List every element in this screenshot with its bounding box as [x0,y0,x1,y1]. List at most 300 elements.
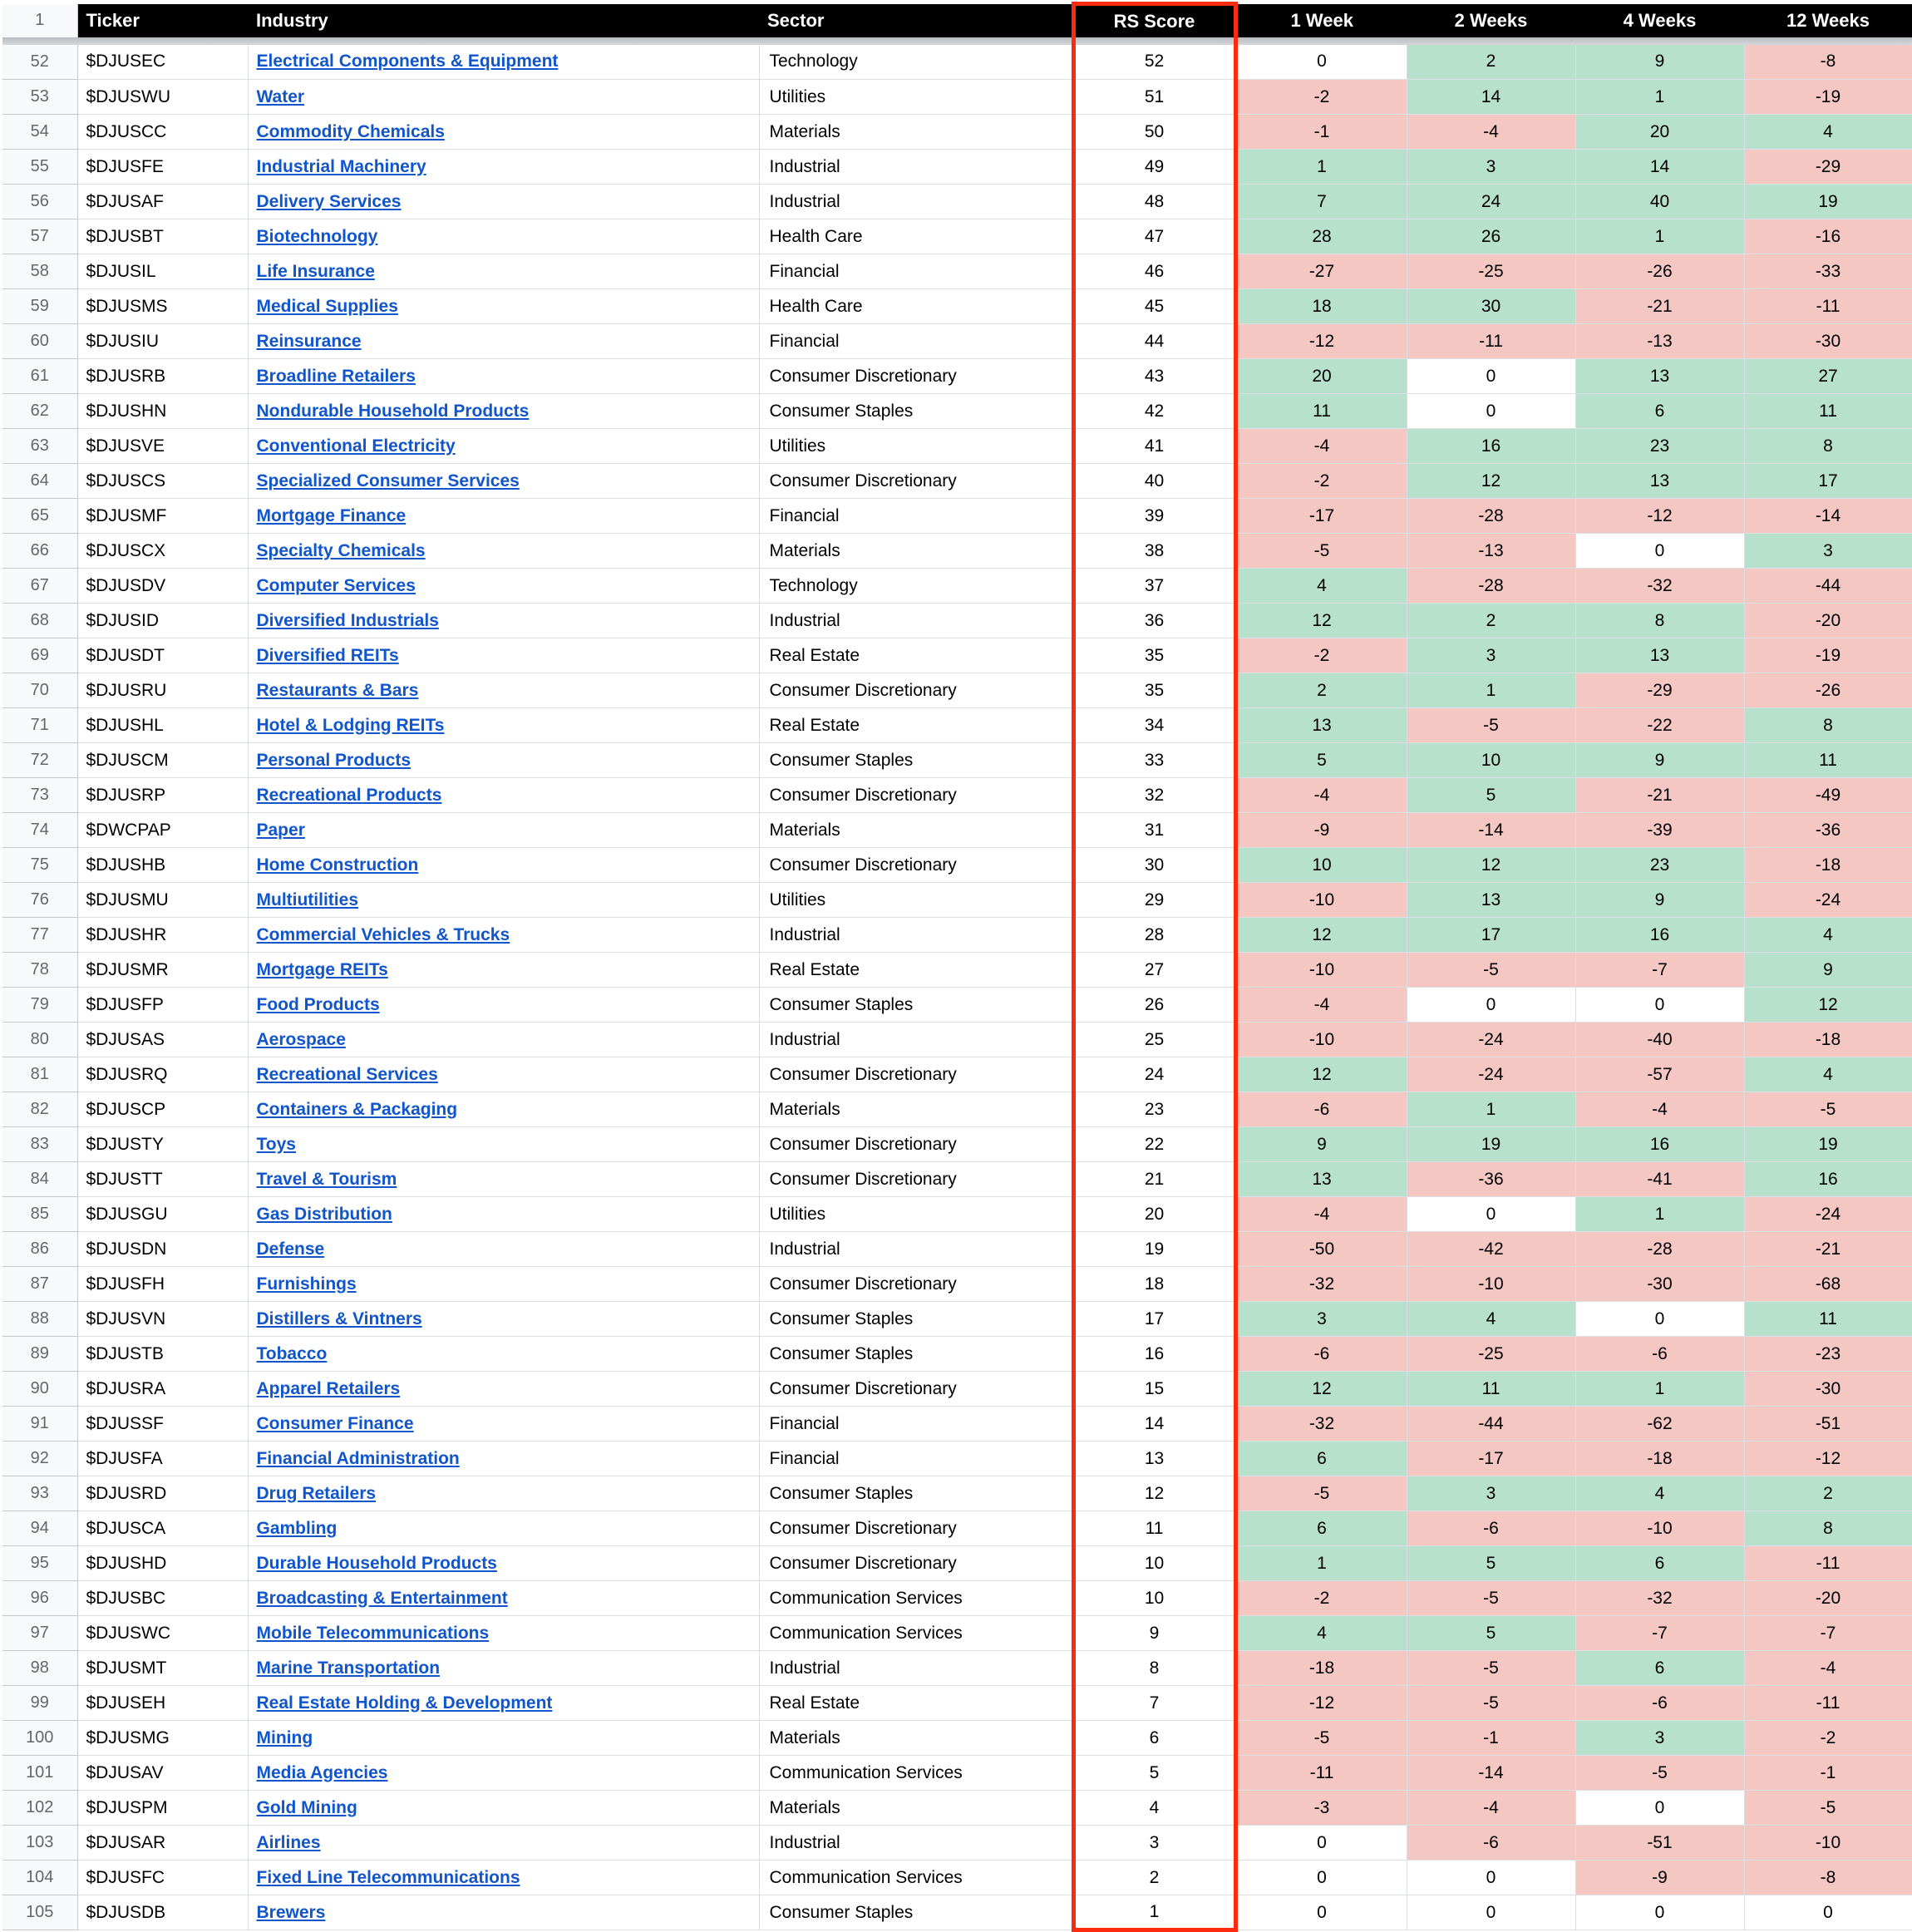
sector-cell[interactable]: Materials [759,1721,1073,1756]
industry-cell[interactable] [248,1756,759,1791]
week2-cell[interactable]: 5 [1407,778,1575,813]
row-number[interactable]: 58 [2,254,77,289]
week12-cell[interactable]: -49 [1744,778,1912,813]
industry-link[interactable]: Brewers [256,1902,326,1922]
week12-cell[interactable]: -5 [1744,1092,1912,1127]
ticker-cell[interactable]: $DJUSRQ [77,1057,248,1092]
industry-cell[interactable] [248,359,759,394]
industry-cell[interactable] [248,80,759,115]
week1-cell[interactable]: 3 [1235,1302,1407,1337]
week12-cell[interactable]: 8 [1744,429,1912,464]
column-header-2-weeks[interactable]: 2 Weeks [1407,4,1575,37]
week4-cell[interactable]: 0 [1575,1895,1744,1930]
row-number[interactable]: 62 [2,394,77,429]
ticker-cell[interactable]: $DJUSFA [77,1442,248,1476]
ticker-cell[interactable]: $DJUSGU [77,1197,248,1232]
sector-cell[interactable]: Consumer Discretionary [759,1162,1073,1197]
week2-cell[interactable]: -13 [1407,534,1575,569]
rs-score-cell[interactable]: 2 [1073,1861,1235,1895]
week12-cell[interactable]: -7 [1744,1616,1912,1651]
week2-cell[interactable]: -25 [1407,254,1575,289]
industry-link[interactable]: Financial Administration [256,1448,460,1468]
industry-link[interactable]: Biotechnology [256,226,378,246]
sector-cell[interactable]: Consumer Staples [759,1302,1073,1337]
week4-cell[interactable]: 1 [1575,80,1744,115]
week2-cell[interactable]: 5 [1407,1616,1575,1651]
week4-cell[interactable]: 3 [1575,1721,1744,1756]
industry-link[interactable]: Broadcasting & Entertainment [256,1588,508,1608]
rs-score-cell[interactable]: 27 [1073,953,1235,988]
rs-score-cell[interactable]: 28 [1073,918,1235,953]
sector-cell[interactable]: Financial [759,254,1073,289]
rs-score-cell[interactable]: 35 [1073,673,1235,708]
week2-cell[interactable]: -28 [1407,569,1575,604]
sector-cell[interactable]: Real Estate [759,1686,1073,1721]
ticker-cell[interactable]: $DJUSHR [77,918,248,953]
rs-score-cell[interactable]: 11 [1073,1511,1235,1546]
rs-score-cell[interactable]: 33 [1073,743,1235,778]
week12-cell[interactable]: -11 [1744,289,1912,324]
week2-cell[interactable]: 0 [1407,359,1575,394]
row-number[interactable]: 56 [2,185,77,219]
week1-cell[interactable]: -4 [1235,1197,1407,1232]
rs-score-cell[interactable]: 41 [1073,429,1235,464]
sector-cell[interactable]: Utilities [759,1197,1073,1232]
row-number[interactable]: 68 [2,604,77,638]
week12-cell[interactable]: -8 [1744,1861,1912,1895]
sector-cell[interactable]: Consumer Staples [759,988,1073,1023]
week12-cell[interactable]: -44 [1744,569,1912,604]
sector-cell[interactable]: Financial [759,499,1073,534]
week12-cell[interactable]: 19 [1744,1127,1912,1162]
row-number[interactable]: 104 [2,1861,77,1895]
week2-cell[interactable]: 3 [1407,150,1575,185]
rs-score-cell[interactable]: 12 [1073,1476,1235,1511]
week12-cell[interactable]: 16 [1744,1162,1912,1197]
industry-cell[interactable] [248,569,759,604]
week2-cell[interactable]: 0 [1407,1197,1575,1232]
week12-cell[interactable]: -24 [1744,883,1912,918]
sector-cell[interactable]: Consumer Discretionary [759,848,1073,883]
row-number[interactable]: 63 [2,429,77,464]
rs-score-cell[interactable]: 19 [1073,1232,1235,1267]
week12-cell[interactable]: 11 [1744,394,1912,429]
industry-link[interactable]: Reinsurance [256,331,362,351]
week1-cell[interactable]: -5 [1235,1721,1407,1756]
industry-link[interactable]: Hotel & Lodging REITs [256,715,445,735]
rs-score-cell[interactable]: 21 [1073,1162,1235,1197]
week2-cell[interactable]: -44 [1407,1407,1575,1442]
rs-score-cell[interactable]: 32 [1073,778,1235,813]
industry-cell[interactable] [248,1721,759,1756]
week2-cell[interactable]: 30 [1407,289,1575,324]
ticker-cell[interactable]: $DJUSCM [77,743,248,778]
sector-cell[interactable]: Communication Services [759,1756,1073,1791]
week12-cell[interactable]: 11 [1744,743,1912,778]
row-number[interactable]: 74 [2,813,77,848]
ticker-cell[interactable]: $DJUSEH [77,1686,248,1721]
week4-cell[interactable]: 9 [1575,743,1744,778]
row-number[interactable]: 53 [2,80,77,115]
week1-cell[interactable]: 0 [1235,1861,1407,1895]
week1-cell[interactable]: -12 [1235,1686,1407,1721]
ticker-cell[interactable]: $DJUSMS [77,289,248,324]
week2-cell[interactable]: 10 [1407,743,1575,778]
week2-cell[interactable]: 0 [1407,1861,1575,1895]
industry-cell[interactable] [248,1546,759,1581]
week2-cell[interactable]: 2 [1407,45,1575,80]
rs-score-cell[interactable]: 52 [1073,45,1235,80]
row-number[interactable]: 66 [2,534,77,569]
week4-cell[interactable]: -28 [1575,1232,1744,1267]
sector-cell[interactable]: Health Care [759,289,1073,324]
week2-cell[interactable]: 14 [1407,80,1575,115]
industry-cell[interactable] [248,534,759,569]
rs-score-cell[interactable]: 34 [1073,708,1235,743]
industry-cell[interactable] [248,1023,759,1057]
row-number[interactable]: 90 [2,1372,77,1407]
ticker-cell[interactable]: $DJUSFC [77,1861,248,1895]
sector-cell[interactable]: Utilities [759,883,1073,918]
ticker-cell[interactable]: $DJUSDV [77,569,248,604]
week12-cell[interactable]: 4 [1744,918,1912,953]
week4-cell[interactable]: -40 [1575,1023,1744,1057]
industry-link[interactable]: Furnishings [256,1274,357,1294]
week12-cell[interactable]: 8 [1744,1511,1912,1546]
row-number[interactable]: 69 [2,638,77,673]
week1-cell[interactable]: 13 [1235,708,1407,743]
week1-cell[interactable]: -1 [1235,115,1407,150]
week2-cell[interactable]: 0 [1407,394,1575,429]
ticker-cell[interactable]: $DJUSWU [77,80,248,115]
rs-score-cell[interactable]: 50 [1073,115,1235,150]
week1-cell[interactable]: 18 [1235,289,1407,324]
week12-cell[interactable]: 0 [1744,1895,1912,1930]
row-number[interactable]: 76 [2,883,77,918]
row-number[interactable]: 99 [2,1686,77,1721]
ticker-cell[interactable]: $DJUSVN [77,1302,248,1337]
rs-score-cell[interactable]: 15 [1073,1372,1235,1407]
industry-link[interactable]: Restaurants & Bars [256,680,419,700]
week1-cell[interactable]: 6 [1235,1511,1407,1546]
row-number[interactable]: 87 [2,1267,77,1302]
industry-link[interactable]: Diversified REITs [256,645,399,665]
week4-cell[interactable]: 13 [1575,359,1744,394]
week1-cell[interactable]: 12 [1235,918,1407,953]
industry-link[interactable]: Drug Retailers [256,1483,377,1503]
sector-cell[interactable]: Health Care [759,219,1073,254]
week2-cell[interactable]: 2 [1407,604,1575,638]
week12-cell[interactable]: 8 [1744,708,1912,743]
industry-link[interactable]: Nondurable Household Products [256,401,530,421]
ticker-cell[interactable]: $DJUSRA [77,1372,248,1407]
industry-cell[interactable] [248,1616,759,1651]
industry-cell[interactable] [248,604,759,638]
ticker-cell[interactable]: $DJUSCP [77,1092,248,1127]
week1-cell[interactable]: -27 [1235,254,1407,289]
week1-cell[interactable]: 1 [1235,1546,1407,1581]
week2-cell[interactable]: -24 [1407,1057,1575,1092]
industry-cell[interactable] [248,1791,759,1826]
sector-cell[interactable]: Communication Services [759,1581,1073,1616]
week4-cell[interactable]: -29 [1575,673,1744,708]
ticker-cell[interactable]: $DJUSFE [77,150,248,185]
industry-cell[interactable] [248,1267,759,1302]
industry-link[interactable]: Durable Household Products [256,1553,497,1573]
industry-link[interactable]: Medical Supplies [256,296,398,316]
industry-link[interactable]: Home Construction [256,855,419,875]
week12-cell[interactable]: -23 [1744,1337,1912,1372]
week12-cell[interactable]: -51 [1744,1407,1912,1442]
ticker-cell[interactable]: $DJUSCC [77,115,248,150]
week1-cell[interactable]: -50 [1235,1232,1407,1267]
week4-cell[interactable]: -5 [1575,1756,1744,1791]
rs-score-cell[interactable]: 48 [1073,185,1235,219]
sector-cell[interactable]: Industrial [759,918,1073,953]
industry-cell[interactable] [248,464,759,499]
week4-cell[interactable]: 13 [1575,464,1744,499]
industry-cell[interactable] [248,1057,759,1092]
week2-cell[interactable]: 19 [1407,1127,1575,1162]
week1-cell[interactable]: -2 [1235,80,1407,115]
sector-cell[interactable]: Materials [759,1791,1073,1826]
week12-cell[interactable]: 9 [1744,953,1912,988]
industry-link[interactable]: Broadline Retailers [256,366,416,386]
ticker-cell[interactable]: $DJUSMG [77,1721,248,1756]
week12-cell[interactable]: 11 [1744,1302,1912,1337]
week4-cell[interactable]: 0 [1575,534,1744,569]
rs-score-cell[interactable]: 40 [1073,464,1235,499]
week4-cell[interactable]: 0 [1575,1791,1744,1826]
row-number[interactable]: 92 [2,1442,77,1476]
week4-cell[interactable]: -32 [1575,1581,1744,1616]
industry-link[interactable]: Gold Mining [256,1797,357,1817]
week4-cell[interactable]: 20 [1575,115,1744,150]
week4-cell[interactable]: 6 [1575,394,1744,429]
industry-link[interactable]: Specialty Chemicals [256,540,426,560]
week4-cell[interactable]: -39 [1575,813,1744,848]
week1-cell[interactable]: -17 [1235,499,1407,534]
industry-cell[interactable] [248,1197,759,1232]
week1-cell[interactable]: 13 [1235,1162,1407,1197]
row-number[interactable]: 81 [2,1057,77,1092]
industry-cell[interactable] [248,1581,759,1616]
industry-cell[interactable] [248,1162,759,1197]
industry-cell[interactable] [248,813,759,848]
ticker-cell[interactable]: $DJUSEC [77,45,248,80]
week12-cell[interactable]: -12 [1744,1442,1912,1476]
rs-score-cell[interactable]: 24 [1073,1057,1235,1092]
week4-cell[interactable]: -10 [1575,1511,1744,1546]
week1-cell[interactable]: 9 [1235,1127,1407,1162]
industry-link[interactable]: Apparel Retailers [256,1378,401,1398]
industry-cell[interactable] [248,1407,759,1442]
industry-cell[interactable] [248,953,759,988]
week4-cell[interactable]: 0 [1575,1302,1744,1337]
week12-cell[interactable]: 19 [1744,185,1912,219]
ticker-cell[interactable]: $DJUSHB [77,848,248,883]
week2-cell[interactable]: 24 [1407,185,1575,219]
ticker-cell[interactable]: $DJUSWC [77,1616,248,1651]
week12-cell[interactable]: -11 [1744,1546,1912,1581]
industry-link[interactable]: Delivery Services [256,191,402,211]
week2-cell[interactable]: -25 [1407,1337,1575,1372]
ticker-cell[interactable]: $DWCPAP [77,813,248,848]
rs-score-cell[interactable]: 51 [1073,80,1235,115]
week2-cell[interactable]: 26 [1407,219,1575,254]
week12-cell[interactable]: 4 [1744,1057,1912,1092]
industry-cell[interactable] [248,1127,759,1162]
ticker-cell[interactable]: $DJUSDT [77,638,248,673]
ticker-cell[interactable]: $DJUSFP [77,988,248,1023]
week12-cell[interactable]: -18 [1744,1023,1912,1057]
row-number[interactable]: 60 [2,324,77,359]
rs-score-cell[interactable]: 47 [1073,219,1235,254]
industry-link[interactable]: Specialized Consumer Services [256,471,520,490]
industry-cell[interactable] [248,1372,759,1407]
sector-cell[interactable]: Industrial [759,185,1073,219]
week12-cell[interactable]: -14 [1744,499,1912,534]
row-number[interactable]: 100 [2,1721,77,1756]
industry-link[interactable]: Aerospace [256,1029,346,1049]
week2-cell[interactable]: -42 [1407,1232,1575,1267]
row-number[interactable]: 73 [2,778,77,813]
sector-cell[interactable]: Consumer Discretionary [759,359,1073,394]
row-number[interactable]: 79 [2,988,77,1023]
week12-cell[interactable]: -21 [1744,1232,1912,1267]
week4-cell[interactable]: 14 [1575,150,1744,185]
industry-cell[interactable] [248,1686,759,1721]
row-number[interactable]: 71 [2,708,77,743]
industry-cell[interactable] [248,1442,759,1476]
industry-link[interactable]: Multiutilities [256,890,358,909]
week2-cell[interactable]: 12 [1407,848,1575,883]
week2-cell[interactable]: -14 [1407,1756,1575,1791]
sector-cell[interactable]: Consumer Discretionary [759,1127,1073,1162]
industry-link[interactable]: Mortgage REITs [256,959,388,979]
week4-cell[interactable]: -13 [1575,324,1744,359]
industry-cell[interactable] [248,1651,759,1686]
week12-cell[interactable]: 2 [1744,1476,1912,1511]
rs-score-cell[interactable]: 8 [1073,1651,1235,1686]
industry-link[interactable]: Electrical Components & Equipment [256,52,559,71]
industry-link[interactable]: Media Agencies [256,1762,388,1782]
week12-cell[interactable]: -5 [1744,1791,1912,1826]
week4-cell[interactable]: 16 [1575,1127,1744,1162]
industry-link[interactable]: Real Estate Holding & Development [256,1693,553,1713]
week1-cell[interactable]: 5 [1235,743,1407,778]
rs-score-cell[interactable]: 1 [1073,1895,1235,1930]
rs-score-cell[interactable]: 22 [1073,1127,1235,1162]
week1-cell[interactable]: -10 [1235,953,1407,988]
row-number[interactable]: 65 [2,499,77,534]
ticker-cell[interactable]: $DJUSAR [77,1826,248,1861]
industry-cell[interactable] [248,219,759,254]
industry-link[interactable]: Fixed Line Telecommunications [256,1867,520,1887]
row-number[interactable]: 91 [2,1407,77,1442]
industry-cell[interactable] [248,185,759,219]
industry-cell[interactable] [248,429,759,464]
rs-score-cell[interactable]: 17 [1073,1302,1235,1337]
week4-cell[interactable]: -32 [1575,569,1744,604]
week4-cell[interactable]: 40 [1575,185,1744,219]
industry-link[interactable]: Defense [256,1239,325,1259]
rs-score-cell[interactable]: 30 [1073,848,1235,883]
ticker-cell[interactable]: $DJUSCX [77,534,248,569]
row-number[interactable]: 85 [2,1197,77,1232]
week1-cell[interactable]: 4 [1235,1616,1407,1651]
week12-cell[interactable]: -29 [1744,150,1912,185]
industry-cell[interactable] [248,918,759,953]
week4-cell[interactable]: -26 [1575,254,1744,289]
frozen-row-number[interactable]: 1 [2,4,77,37]
ticker-cell[interactable]: $DJUSCA [77,1511,248,1546]
week2-cell[interactable]: 17 [1407,918,1575,953]
industry-link[interactable]: Commodity Chemicals [256,121,445,141]
week1-cell[interactable]: 4 [1235,569,1407,604]
industry-cell[interactable] [248,708,759,743]
week4-cell[interactable]: -7 [1575,1616,1744,1651]
week2-cell[interactable]: -4 [1407,1791,1575,1826]
week12-cell[interactable]: -1 [1744,1756,1912,1791]
week1-cell[interactable]: -5 [1235,1476,1407,1511]
week1-cell[interactable]: 2 [1235,673,1407,708]
week12-cell[interactable]: -2 [1744,1721,1912,1756]
sector-cell[interactable]: Materials [759,115,1073,150]
rs-score-cell[interactable]: 7 [1073,1686,1235,1721]
row-number[interactable]: 101 [2,1756,77,1791]
row-number[interactable]: 72 [2,743,77,778]
sector-cell[interactable]: Financial [759,324,1073,359]
week1-cell[interactable]: -18 [1235,1651,1407,1686]
sector-cell[interactable]: Industrial [759,1232,1073,1267]
sector-cell[interactable]: Consumer Staples [759,394,1073,429]
week12-cell[interactable]: 17 [1744,464,1912,499]
week12-cell[interactable]: -36 [1744,813,1912,848]
sector-cell[interactable]: Industrial [759,1023,1073,1057]
rs-score-cell[interactable]: 23 [1073,1092,1235,1127]
week2-cell[interactable]: -5 [1407,1651,1575,1686]
week2-cell[interactable]: -5 [1407,1581,1575,1616]
sector-cell[interactable]: Consumer Discretionary [759,1372,1073,1407]
week1-cell[interactable]: -3 [1235,1791,1407,1826]
row-number[interactable]: 89 [2,1337,77,1372]
week2-cell[interactable]: -6 [1407,1511,1575,1546]
ticker-cell[interactable]: $DJUSFH [77,1267,248,1302]
column-header-sector[interactable]: Sector [759,4,1073,37]
rs-score-cell[interactable]: 25 [1073,1023,1235,1057]
week2-cell[interactable]: -17 [1407,1442,1575,1476]
industry-link[interactable]: Life Insurance [256,261,375,281]
week12-cell[interactable]: -11 [1744,1686,1912,1721]
industry-cell[interactable] [248,1861,759,1895]
week12-cell[interactable]: -19 [1744,80,1912,115]
row-number[interactable]: 75 [2,848,77,883]
week4-cell[interactable]: -21 [1575,289,1744,324]
week1-cell[interactable]: 1 [1235,150,1407,185]
industry-cell[interactable] [248,1476,759,1511]
industry-link[interactable]: Gambling [256,1518,338,1538]
week1-cell[interactable]: 12 [1235,604,1407,638]
row-number[interactable]: 103 [2,1826,77,1861]
week4-cell[interactable]: -7 [1575,953,1744,988]
week1-cell[interactable]: 12 [1235,1372,1407,1407]
week12-cell[interactable]: -16 [1744,219,1912,254]
rs-score-cell[interactable]: 5 [1073,1756,1235,1791]
week12-cell[interactable]: -10 [1744,1826,1912,1861]
week4-cell[interactable]: 13 [1575,638,1744,673]
industry-cell[interactable] [248,394,759,429]
